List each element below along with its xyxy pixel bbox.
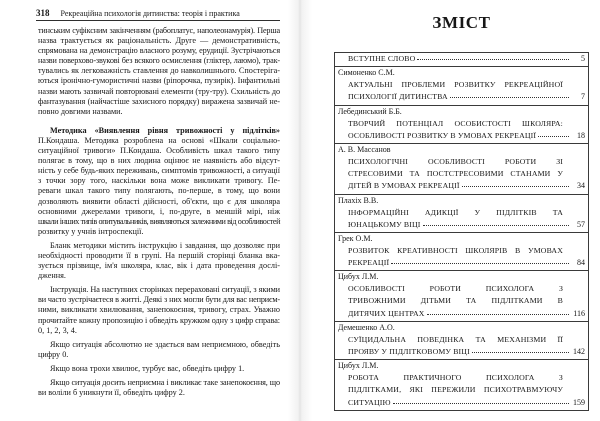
- paragraph: [38, 26, 280, 117]
- text-line: дження.: [38, 271, 66, 281]
- text-line: ними, викликати хвилювання, занепокоєння, тривогу, страх. Уважно: [38, 305, 280, 315]
- text-line: цифру 0.: [38, 349, 69, 359]
- text-line: Інструкція. На наступних сторінках перераховані ситуації, з якими: [50, 285, 280, 295]
- toc-entry: [335, 322, 588, 360]
- toc-entry: [335, 53, 588, 67]
- toc-title-last-line: [338, 91, 585, 103]
- toc-page-number: 18: [577, 130, 585, 140]
- toc-title-line: ОСОБЛИВОСТІ РОБОТИ ПСИХОЛОГА З: [348, 284, 563, 294]
- toc-title-last-line: [338, 180, 585, 192]
- text-line: шкали інших типів опитувальників, виявляються залежними від особливостей: [38, 216, 280, 226]
- left-page: [38, 0, 280, 421]
- toc-author: Симоненко С.М.: [338, 68, 395, 78]
- text-line: з точки зору того, наскільки вона може викликати тривогу. Пе-: [38, 176, 280, 186]
- toc-title-line: РОБОТА ПРАКТИЧНОГО ПСИХОЛОГА З: [348, 373, 563, 383]
- toc-page-number: 5: [581, 54, 585, 63]
- toc-author: Лебединський Б.Б.: [338, 106, 402, 116]
- paragraph: [38, 126, 280, 237]
- toc-author: Цибух Л.М.: [338, 361, 379, 371]
- toc-author: Плахіх В.В.: [338, 195, 379, 205]
- toc-title-last-line: [338, 257, 585, 269]
- toc-entry: [335, 195, 588, 233]
- text-line: 0, 1, 2, 3, 4.: [38, 325, 77, 335]
- text-line: реваги шкал такого типу полягають, по-перше, в тому, що вони: [38, 186, 280, 196]
- toc-title-line: АКТУАЛЬНІ ПРОБЛЕМИ РОЗВИТКУ РЕКРЕАЦІЙНОЇ: [348, 80, 563, 90]
- text-line: повно довгими назвами.: [38, 106, 123, 116]
- toc-page-number: 34: [577, 181, 585, 191]
- toc-title-line: ПСИХОЛОГІЇ ДИТИНСТВА: [348, 92, 448, 102]
- toc-title-line: РЕКРЕАЦІЇ: [348, 258, 390, 268]
- text-line: прочитайте кожну пропозицію і обведіть кружком одну з цифр справа:: [38, 315, 280, 325]
- toc-title-line: ДИТЯЧИХ ЦЕНТРАХ: [348, 308, 425, 318]
- toc-title-line: РОЗВИТОК КРЕАТИВНОСТІ ШКОЛЯРІВ В УМОВАХ: [348, 245, 563, 255]
- left-page-body: [38, 26, 280, 402]
- toc-title-line: ЮНАЦЬКОМУ ВІЦІ: [348, 219, 421, 229]
- dot-leader: [462, 186, 569, 187]
- text-line: ви часто зустрічаєтеся в житті. Деякі з них могли бути для вас неприєм-: [38, 295, 280, 305]
- text-line: ність у себе будь-яких переживань, симптомів тривожності, а ситуації: [38, 166, 280, 176]
- paragraph: [38, 340, 280, 360]
- text-line: зується прізвище, ім'я школяра, клас, вік і дата проведення дослі-: [38, 261, 280, 271]
- paragraph: [38, 285, 280, 335]
- toc-title-last-line: [338, 308, 585, 320]
- toc-entry: [335, 271, 588, 322]
- text-line: Якщо ситуація абсолютно не здається вам неприємною, обведіть: [50, 339, 280, 349]
- text-line: назва трактується як раціональність. Друге — демонстративність,: [38, 36, 280, 46]
- dot-leader: [472, 352, 569, 353]
- text-line: назви мають зазвичай повторювані елементи (тру-тру). Схильність до: [38, 86, 280, 96]
- page-number: 318: [36, 8, 50, 18]
- text-line: дозволяють виявити області дійсності, об'єкти, що є для школяра: [38, 196, 280, 206]
- text-line: ви воліли б уникнути її, обведіть цифру 2.: [38, 388, 185, 398]
- running-head-title: Рекреаційна психологія дитинства: теорія і практика: [60, 9, 240, 18]
- toc-title-last-line: [338, 397, 585, 409]
- toc-entry: [335, 144, 588, 195]
- text-line: фантазування (найчастіше захисного порядку) виражена зазвичай не-: [38, 96, 280, 106]
- toc-title-last-line: [338, 130, 585, 142]
- toc-page-number: 57: [577, 219, 585, 229]
- toc-author: А. В. Массанов: [338, 144, 391, 154]
- text-line: розвитку у учнів інтроспекції.: [38, 226, 144, 236]
- text-line: Якщо вона трохи хвилює, турбує вас, обведіть цифру 1.: [50, 363, 245, 373]
- toc-title-line: ВСТУПНЕ СЛОВО: [348, 54, 416, 63]
- text-line: ситуаційної тривоги» П.Кондаша. Особливість шкал такого типу: [38, 146, 280, 156]
- toc-page-number: 142: [573, 347, 585, 356]
- toc-title-line: СУЇЦИДАЛЬНА ПОВЕДІНКА ТА МЕХАНІЗМИ ЇЇ: [348, 334, 563, 344]
- toc-page-number: 116: [573, 308, 585, 318]
- book-gutter: [288, 0, 312, 421]
- paragraph: [38, 364, 280, 374]
- toc-table: [334, 52, 589, 411]
- text-line: необхідності проводити її в групі. На першій сторінці бланка вка-: [38, 250, 280, 260]
- toc-entry: [335, 233, 588, 271]
- toc-title-line: СТРЕСОВИМИ ТА ПОСТСТРЕСОВИМИ СТАНАМИ У: [348, 169, 563, 179]
- toc-title-line: ДІТЕЙ В УМОВАХ РЕКРЕАЦІЇ: [348, 181, 460, 191]
- dot-leader: [427, 314, 569, 315]
- text-line: спрямована на демонстрацію власного розуму, ерудиції. Зустрічаються: [38, 46, 280, 56]
- toc-author: Цибух Л.М.: [338, 272, 379, 282]
- toc-page-number: 7: [581, 92, 585, 102]
- dot-leader: [423, 225, 569, 226]
- toc-entry: [335, 67, 588, 105]
- paragraph: [38, 241, 280, 281]
- toc-page-number: 84: [577, 258, 585, 268]
- toc-heading: ЗМІСТ: [432, 13, 491, 32]
- paragraph: [38, 378, 280, 398]
- text-line: ються іронічно-гумористичні назви (ріпорочка, пузирік). Інфантильні: [38, 76, 280, 86]
- text-line: Методика «Виявлення рівня тривожності у підлітків»: [50, 125, 280, 135]
- toc-title-line: ТРИВОЖНИМИ ДІТЬМИ ТА ПІДЛІТКАМИ В: [348, 296, 563, 306]
- text-line: тинським суфіксним закінченням (рабоплатус, наполеонамурія). Перша: [38, 26, 280, 35]
- toc-author: Грек О.М.: [338, 233, 373, 243]
- dot-leader: [417, 59, 569, 60]
- text-line: основними джерелами тривоги, і, по-друге, в меншій мірі, ніж: [38, 206, 280, 216]
- text-line: назви поверхово-звукові без всякого осмислення (гліктер, лаюмо), трак-: [38, 56, 280, 66]
- toc-entry: [335, 106, 588, 144]
- toc-author: Демешенко А.О.: [338, 322, 395, 332]
- toc-title-last-line: [338, 346, 585, 358]
- toc-title-last-line: [338, 53, 585, 65]
- toc-title-line: ПСИХОЛОГІЧНІ ОСОБЛИВОСТІ РОБОТИ ЗІ: [348, 156, 563, 166]
- dot-leader: [393, 403, 569, 404]
- toc-page-number: 159: [573, 397, 585, 407]
- dot-leader: [450, 97, 569, 98]
- toc-title-line: ТВОРЧИЙ ПОТЕНЦІАЛ ОСОБИСТОСТІ ШКОЛЯРА:: [348, 118, 563, 128]
- running-header: [36, 6, 280, 21]
- text-line: Бланк методики містить інструкцію і завдання, що дозволяє при: [50, 240, 280, 250]
- toc-title-line: ОСОБЛИВОСТІ РОЗВИТКУ В УМОВАХ РЕКРЕАЦІЇ: [348, 130, 537, 140]
- dot-leader: [391, 263, 569, 264]
- text-line: полягає в тому, що в них людина оцінює не наявність або відсут-: [38, 156, 280, 166]
- text-line: тувались як легковажність ставлення до навколишнього. Спостеріга-: [38, 66, 280, 76]
- toc-title-last-line: [338, 219, 585, 231]
- dot-leader: [538, 136, 569, 137]
- text-line: П.Кондаша. Методика розроблена на основі «Шкали соціально-: [38, 135, 280, 145]
- toc-title-line: ПРОЯВУ У ПІДЛІТКОВОМУ ВІЦІ: [348, 347, 470, 356]
- toc-title-line: ПІДЛІТКАМИ, ЯКІ ПЕРЕЖИЛИ ПСИХОТРАВМУЮЧУ: [348, 385, 563, 395]
- toc-title-line: ІНФОРМАЦІЙНІ АДИКЦІЇ У ПІДЛІТКІВ ТА: [348, 207, 563, 217]
- toc-entry: [335, 360, 588, 410]
- toc-title-line: СИТУАЦІЮ: [348, 397, 391, 407]
- text-line: Якщо ситуація досить неприємна і викликає таке занепокоєння, що: [50, 378, 280, 387]
